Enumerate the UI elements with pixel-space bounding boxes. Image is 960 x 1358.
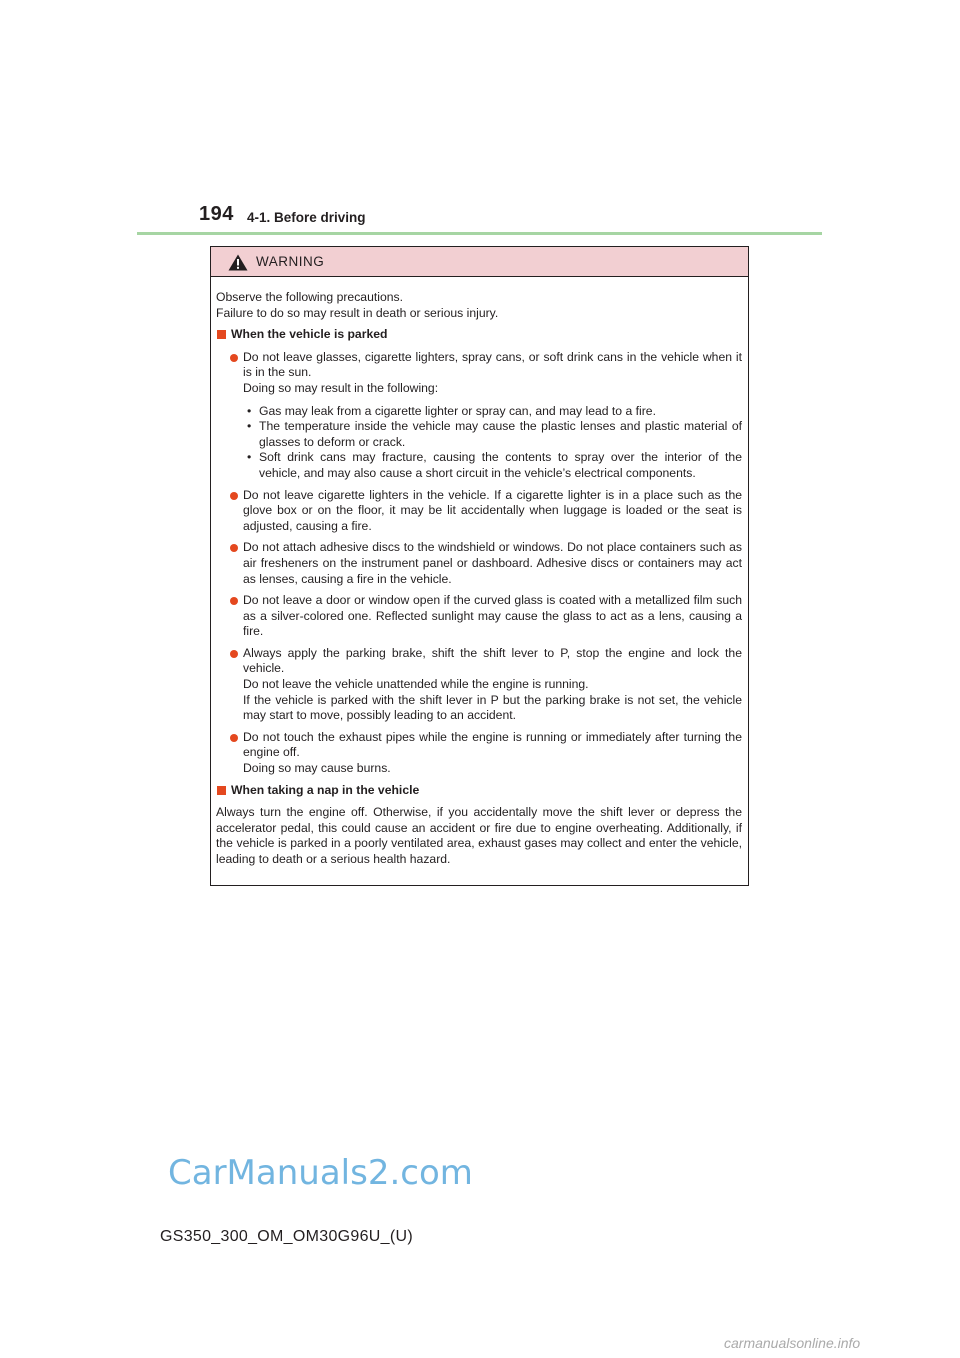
list-item: Do not leave glasses, cigarette lighters, spray cans, or soft drink cans in the vehicle when it is in the sun. Doing so may result in the following: • Gas may leak from a cigarette lighter or spray can, and may lead to a fire. • The temperature inside the vehicle may cause the plastic lenses and plastic material of glasses to deform or crack. • Soft drink cans may fracture, causing the contents to spray over the interior of the vehicle, and may also cause a short circuit in the vehicle’s electrical components. xyxy=(230,350,742,482)
nap-heading: When taking a nap in the vehicle xyxy=(216,783,742,799)
list-item: Do not touch the exhaust pipes while the engine is running or immediately after turning the engine off. Doing so may cause burns. xyxy=(230,730,742,777)
list-item: Do not attach adhesive discs to the windshield or windows. Do not place containers such as air fresheners on the instrument panel or dashboard. Adhesive discs or containers may act as lenses, causing a fire in the vehicle. xyxy=(230,540,742,587)
header-rule xyxy=(137,232,822,235)
sub-bullet: • Gas may leak from a cigarette lighter or spray can, and may lead to a fire. xyxy=(247,403,656,418)
square-bullet-icon xyxy=(217,330,226,339)
circle-bullet-icon xyxy=(230,734,238,742)
nap-paragraph: Always turn the engine off. Otherwise, if you accidentally move the shift lever or depress the accelerator pedal, this could cause an accident or fire due to engine overheating. Additionally, if the vehicle is parked in a poorly ventilated area, exhaust gases may collect and enter the vehicle, leading to death or a serious health hazard. xyxy=(216,805,742,866)
warning-content xyxy=(211,277,748,868)
page-number: 194 xyxy=(199,203,234,225)
section-title: 4-1. Before driving xyxy=(247,210,366,225)
square-bullet-icon xyxy=(217,786,226,795)
document-code: GS350_300_OM_OM30G96U_(U) xyxy=(160,1228,413,1245)
intro-line: Observe the following precautions. xyxy=(216,290,403,304)
site-watermark: carmanualsonline.info xyxy=(724,1335,861,1351)
list-item: Do not leave a door or window open if the curved glass is coated with a metallized film such as a silver-colored one. Reflected sunlight may cause the glass to act as a lens, causing a fire. xyxy=(230,593,742,640)
circle-bullet-icon xyxy=(230,650,238,658)
list-item: Always apply the parking brake, shift the shift lever to P, stop the engine and lock the vehicle. Do not leave the vehicle unattended while the engine is running. If the vehicle is parked with the shift lever in P but the parking brake is not set, the vehicle may start to move, possibly leading to an accident. xyxy=(230,646,742,724)
circle-bullet-icon xyxy=(230,492,238,500)
sub-bullet-list xyxy=(243,404,742,482)
circle-bullet-icon xyxy=(230,597,238,605)
circle-bullet-icon xyxy=(230,544,238,552)
warning-intro xyxy=(216,290,742,321)
sub-bullet: • Soft drink cans may fracture, causing the contents to spray over the interior of the vehicle, and may also cause a short circuit in the vehicle’s electrical components. xyxy=(247,450,742,480)
parked-heading: When the vehicle is parked xyxy=(216,327,742,343)
list-item: Do not leave cigarette lighters in the vehicle. If a cigarette lighter is in a place such as the glove box or on the floor, it may be lit accidentally when luggage is loaded or the seat is adjusted, causing a fire. xyxy=(230,488,742,535)
warning-box xyxy=(210,246,749,886)
warning-triangle-icon xyxy=(228,254,248,271)
watermark-logo: CarManuals2.com xyxy=(168,1153,473,1193)
sub-bullet: • The temperature inside the vehicle may cause the plastic lenses and plastic material of glasses to deform or crack. xyxy=(247,419,742,449)
warning-header xyxy=(211,247,748,277)
circle-bullet-icon xyxy=(230,354,238,362)
warning-title: WARNING xyxy=(256,254,325,269)
intro-line: Failure to do so may result in death or serious injury. xyxy=(216,305,499,320)
